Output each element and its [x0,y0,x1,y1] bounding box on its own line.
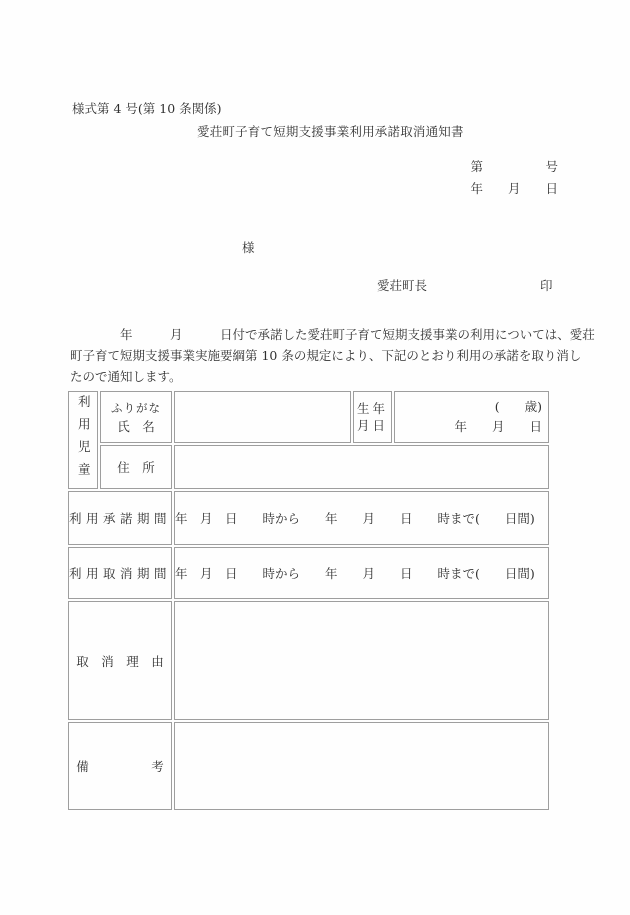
issue-date-line: 年 月 日 [470,181,558,196]
addressee-suffix: 様 [242,240,255,255]
form-number: 様式第 4 号(第 10 条関係) [72,101,222,116]
paragraph-line-3: たので通知します。 [70,369,182,384]
birth-age-line: ( 歳) [494,399,542,414]
name-label-cell [100,391,172,443]
name-value-cell [174,391,351,443]
address-label-cell: 住 所 [100,445,172,489]
cancellation-reason-value-cell [174,601,549,720]
address-value-cell [174,445,549,489]
page-title: 愛荘町子育て短期支援事業利用承諾取消通知書 [197,124,464,139]
seal-mark: 印 [540,278,553,293]
child-section-label: 利用児童 [76,395,92,485]
birth-date-line: 年 月 日 [454,419,542,434]
cancellation-period-value-cell: 年 月 日 時から 年 月 日 時まで( 日間) [174,547,549,599]
approval-period-label-cell: 利用承諾期間 [68,491,172,545]
furigana-label: ふりがな [111,400,161,415]
cancellation-reason-label-cell: 取 消 理 由 [68,601,172,720]
approval-period-value-cell: 年 月 日 時から 年 月 日 時まで( 日間) [174,491,549,545]
remarks-value-cell [174,722,549,810]
cancellation-period-label-cell: 利用取消期間 [68,547,172,599]
issuer-title: 愛荘町長 [377,278,428,293]
birth-header-cell [353,391,392,443]
birth-value-cell [394,391,549,443]
remarks-label-cell: 備 考 [68,722,172,810]
paragraph-line-2: 町子育て短期支援事業実施要綱第 10 条の規定により、下記のとおり利用の承諾を取り消し [70,348,582,363]
notification-paragraph [70,324,595,387]
name-label: 氏 名 [117,418,155,434]
birth-header-bottom: 月日 [356,418,388,433]
birth-header-top: 生年 [356,401,388,416]
child-section-cell [68,391,98,489]
cancellation-form-table [66,389,551,812]
paragraph-line-1: 年 月 日付で承諾した愛荘町子育て短期支援事業の利用については、愛荘 [70,327,595,342]
issue-number-line: 第 号 [470,159,558,174]
